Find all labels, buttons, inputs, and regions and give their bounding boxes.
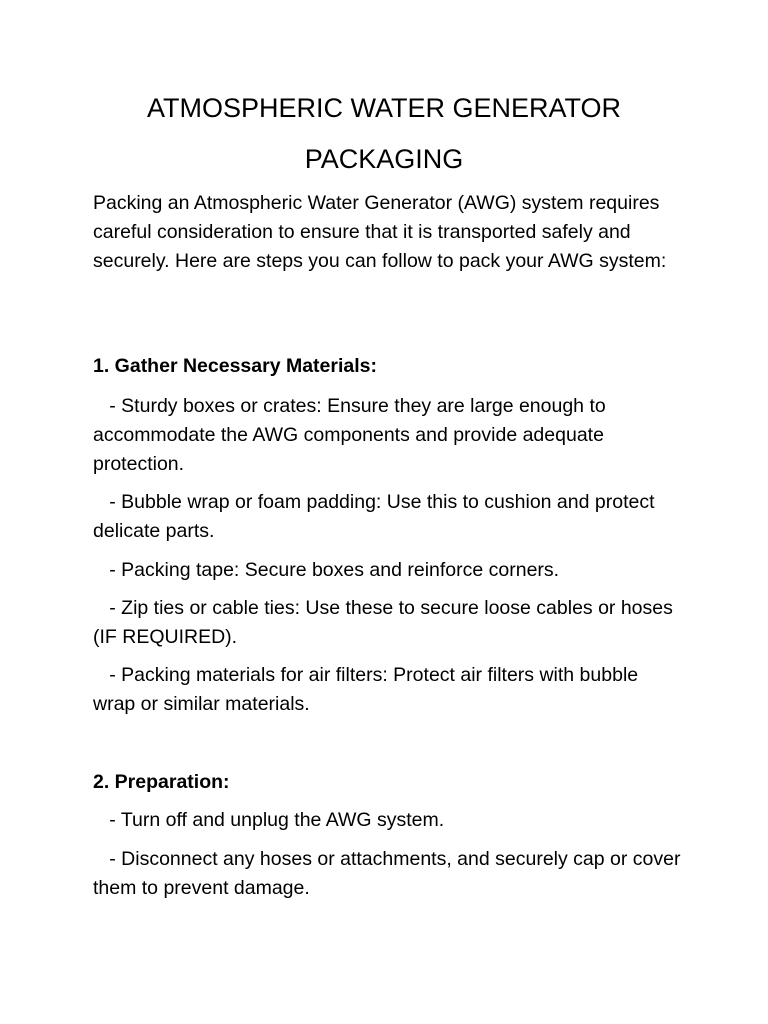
section-2-heading: 2. Preparation: (93, 771, 230, 793)
section-1-item-5: - Packing materials for air filters: Protect air filters with bubble wrap or similar materials. (93, 664, 639, 715)
document-title-line-2: PACKAGING (304, 144, 464, 174)
section-1-item-2: - Bubble wrap or foam padding: Use this to cushion and protect delicate parts. (93, 491, 655, 542)
section-1-heading: 1. Gather Necessary Materials: (93, 355, 377, 377)
section-1-item-1: - Sturdy boxes or crates: Ensure they are large enough to accommodate the AWG components and provide adequate protection. (93, 395, 606, 475)
section-1-item-4: - Zip ties or cable ties: Use these to secure loose cables or hoses (IF REQUIRED). (93, 597, 673, 648)
section-1-item-3: - Packing tape: Secure boxes and reinforce corners. (109, 559, 560, 581)
section-2-item-1: - Turn off and unplug the AWG system. (109, 809, 445, 831)
intro-paragraph: Packing an Atmospheric Water Generator (AWG) system requires careful consideration to ensure that it is transported safely and securely. Here are steps you can follow to pack your AWG system: (93, 192, 667, 272)
document-title-line-1: ATMOSPHERIC WATER GENERATOR (146, 93, 622, 123)
section-2-item-2: - Disconnect any hoses or attachments, and securely cap or cover them to prevent damage. (93, 848, 681, 899)
